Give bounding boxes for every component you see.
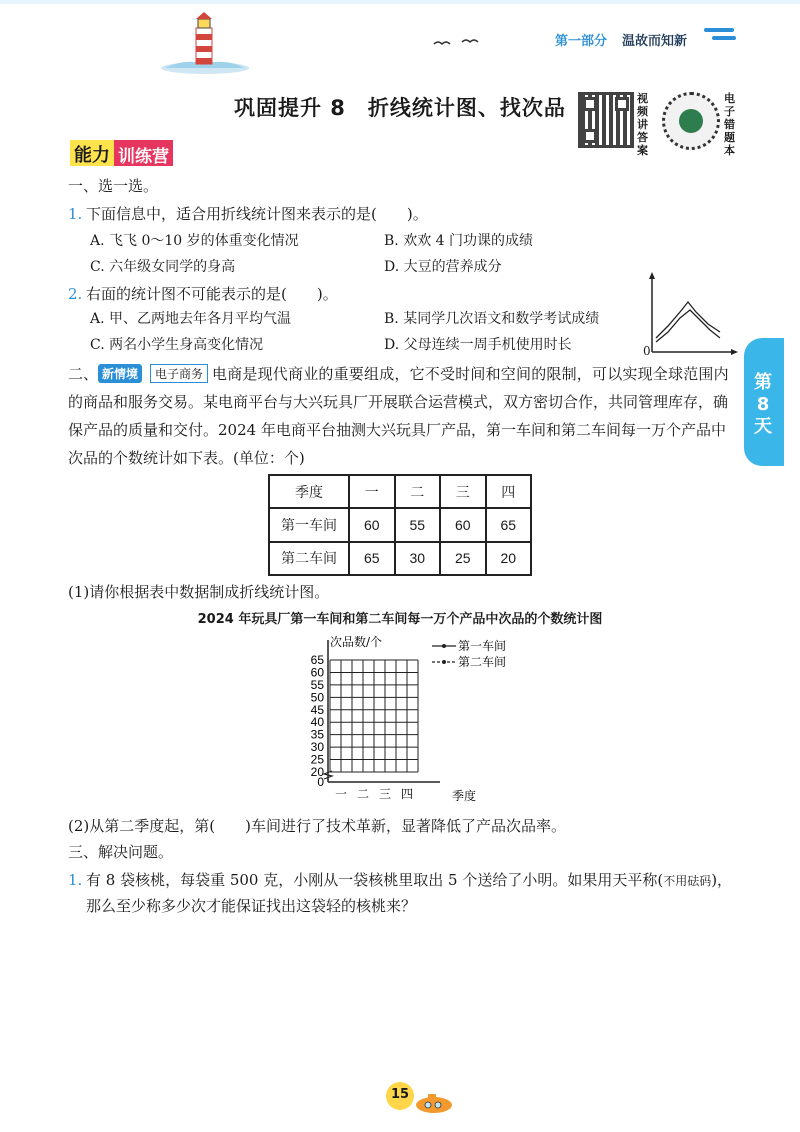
table-cell: 30 xyxy=(395,542,441,575)
y-axis-label: 次品数/个 xyxy=(330,635,383,649)
section2-para-line3: 保产品的质量和交付。2024 年电商平台抽测大兴玩具厂产品，第一车间和第二车间每一万个产品中 xyxy=(68,421,726,439)
q2-option-d[interactable]: D. 父母连续一周手机使用时长 xyxy=(384,337,572,353)
y-tick-label: 60 xyxy=(310,665,324,680)
q1-option-c[interactable]: C. 六年级女同学的身高 xyxy=(90,259,236,275)
q2-option-a[interactable]: A. 甲、乙两地去年各月平均气温 xyxy=(90,311,292,327)
video-qr-code xyxy=(578,92,634,148)
q2-mini-chart-zero: 0 xyxy=(643,344,651,358)
y-tick-label: 65 xyxy=(310,653,324,667)
ebook-qr-code xyxy=(662,92,720,150)
ability-badge xyxy=(70,140,173,166)
q1-number: 1. xyxy=(68,205,83,223)
y-tick-label: 40 xyxy=(310,715,324,730)
s3-q1-line2: 那么至少称多少次才能保证找出这袋轻的核桃来？ xyxy=(86,897,417,915)
header-bar xyxy=(0,0,800,4)
ability-badge-main: 能力 xyxy=(70,140,114,166)
table-row xyxy=(269,542,531,575)
new-context-tag: 新情境 xyxy=(98,364,142,383)
legend-marker xyxy=(442,644,446,648)
defect-data-table xyxy=(268,474,532,576)
table-cell: 20 xyxy=(486,542,532,575)
table-cell: 25 xyxy=(440,542,486,575)
table-cell: 55 xyxy=(395,508,441,541)
x-tick-label: 四 xyxy=(400,787,414,801)
x-tick-label: 一 xyxy=(334,787,348,801)
x-axis-label: 季度 xyxy=(452,789,477,803)
bird-icon xyxy=(432,36,482,50)
ability-badge-sub: 训练营 xyxy=(114,140,173,166)
table-cell: 60 xyxy=(440,508,486,541)
y-tick-label: 55 xyxy=(310,677,324,692)
legend-label: 第二车间 xyxy=(458,655,507,669)
table-cell: 65 xyxy=(349,542,395,575)
table-row xyxy=(269,508,531,541)
sub-question-2: (2)从第二季度起，第( )车间进行了技术革新，显著降低了产品次品率。 xyxy=(68,817,566,835)
table-header-cell: 季度 xyxy=(269,475,349,508)
section2-heading: 二、 xyxy=(68,365,99,383)
page-title: 巩固提升 8 折线统计图、找次品 xyxy=(234,96,566,120)
header-section: 温故而知新 xyxy=(622,34,688,49)
section1-heading: 一、选一选。 xyxy=(68,177,159,195)
header-part: 第一部分 xyxy=(555,34,608,49)
table-cell: 65 xyxy=(486,508,532,541)
y-tick-label: 20 xyxy=(310,765,324,779)
q2-number: 2. xyxy=(68,285,83,303)
legend-marker xyxy=(442,660,446,664)
submarine-icon xyxy=(412,1090,456,1116)
y-tick-label: 45 xyxy=(310,702,324,717)
table-header-cell: 二 xyxy=(395,475,441,508)
y-tick-label: 50 xyxy=(310,690,324,705)
ebook-qr-label: 电子错题本 xyxy=(724,92,735,157)
legend-label: 第一车间 xyxy=(458,639,507,653)
table-row-label: 第一车间 xyxy=(269,508,349,541)
y-tick-label: 0 xyxy=(317,775,324,789)
section3-heading: 三、解决问题。 xyxy=(68,843,174,861)
q1-option-d[interactable]: D. 大豆的营养成分 xyxy=(384,259,502,275)
table-header-row xyxy=(269,475,531,508)
s3-q1-line1-text: 有 8 袋核桃，每袋重 500 克，小刚从一袋核桃里取出 5 个送给了小明。如果用天平称( xyxy=(86,871,664,889)
table-header-cell: 三 xyxy=(440,475,486,508)
sub-question-1: (1)请你根据表中数据制成折线统计图。 xyxy=(68,583,330,601)
q1-text: 下面信息中，适合用折线统计图来表示的是( )。 xyxy=(86,205,428,223)
q2-mini-chart xyxy=(640,270,740,360)
ecommerce-tag: 电子商务 xyxy=(150,364,208,383)
s3-q1-line1-end: )， xyxy=(711,871,733,889)
q2-option-b[interactable]: B. 某同学几次语文和数学考试成绩 xyxy=(384,311,600,327)
s3-q1-note: 不用砝码 xyxy=(663,874,712,888)
table-row-label: 第二车间 xyxy=(269,542,349,575)
q2-option-c[interactable]: C. 两名小学生身高变化情况 xyxy=(90,337,264,353)
table-header-cell: 一 xyxy=(349,475,395,508)
q1-option-b[interactable]: B. 欢欢 4 门功课的成绩 xyxy=(384,233,533,249)
s3-q1-line1 xyxy=(86,870,732,891)
section2-para-line4: 次品的个数统计如下表。(单位：个) xyxy=(68,449,305,467)
s3-q1-number: 1. xyxy=(68,871,83,889)
section2-para-line2: 的商品和服务交易。某电商平台与大兴玩具厂开展联合运营模式，双方密切合作，共同管理库存，确 xyxy=(68,393,729,411)
y-tick-label: 25 xyxy=(310,752,324,767)
x-tick-label: 二 xyxy=(356,787,370,801)
q2-text: 右面的统计图不可能表示的是( )。 xyxy=(86,285,338,303)
q1-option-a[interactable]: A. 飞飞 0～10 岁的体重变化情况 xyxy=(90,233,299,249)
video-qr-label: 视频讲答案 xyxy=(637,92,648,157)
chart-title: 2024 年玩具厂第一车间和第二车间每一万个产品中次品的个数统计图 xyxy=(197,612,603,627)
page-number: 15 xyxy=(390,1087,410,1102)
section2-para-line1: 电商是现代商业的重要组成，它不受时间和空间的限制，可以实现全球范围内 xyxy=(212,365,729,383)
defect-line-chart[interactable] xyxy=(290,632,520,804)
x-tick-label: 三 xyxy=(378,787,392,801)
header-logo-icon xyxy=(700,26,740,46)
y-tick-label: 35 xyxy=(310,727,324,742)
y-tick-label: 30 xyxy=(310,740,324,755)
table-cell: 60 xyxy=(349,508,395,541)
day-side-tab-label: 第8天 xyxy=(754,372,772,437)
table-header-cell: 四 xyxy=(486,475,532,508)
lighthouse-illustration xyxy=(160,10,250,74)
